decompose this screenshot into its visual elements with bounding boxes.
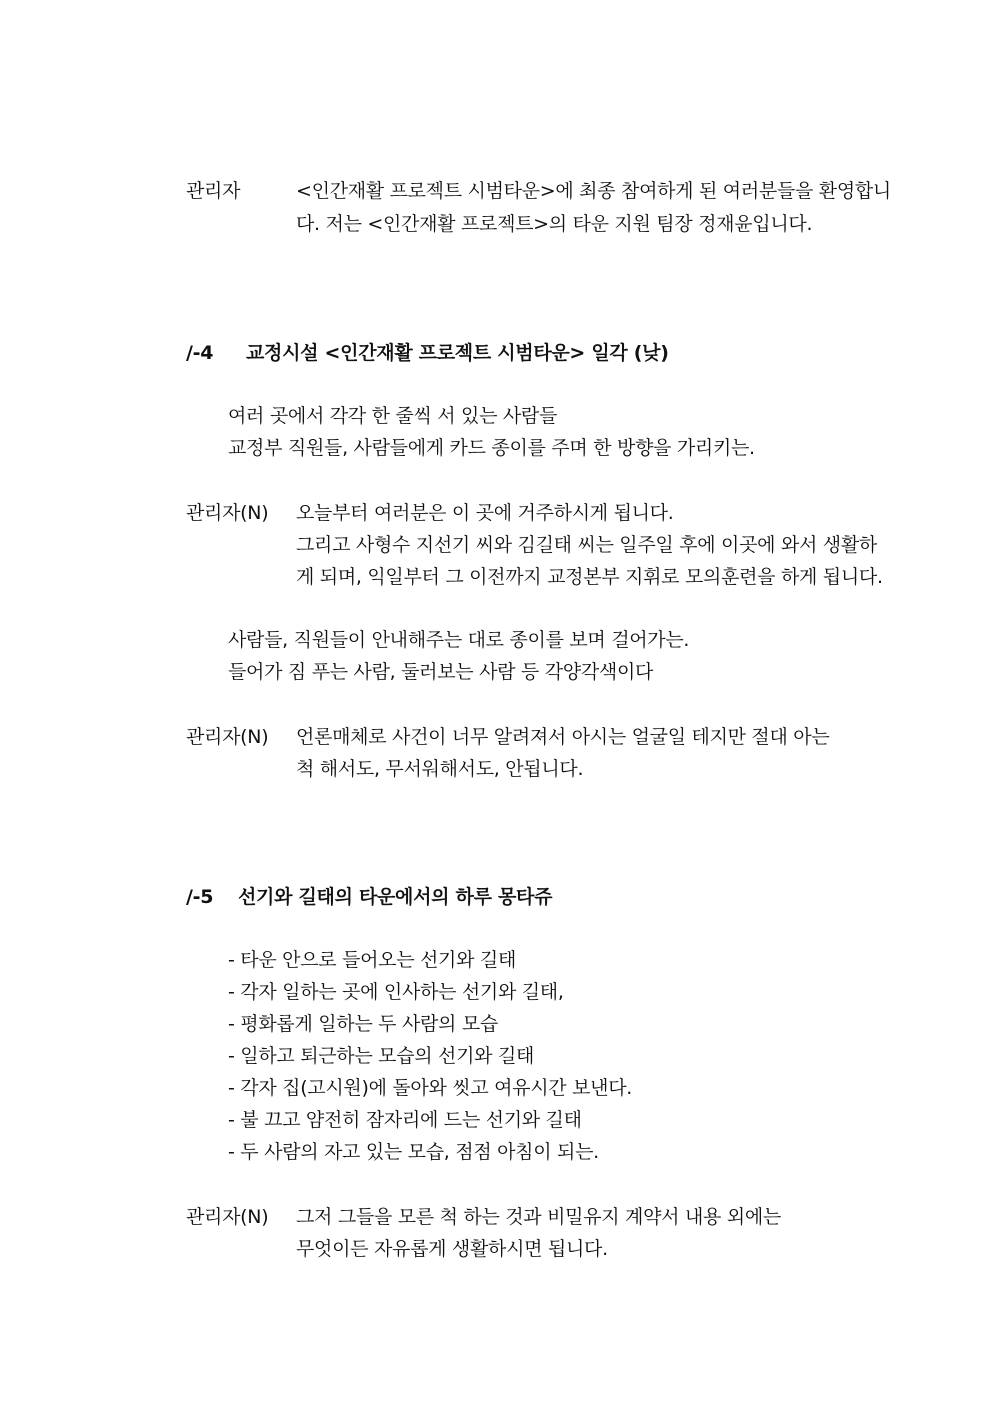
scene-heading: 교정시설 <인간재활 프로젝트 시범타운> 일각 (낮) (246, 342, 669, 364)
montage-item: - 타운 안으로 들어오는 선기와 길태 (228, 949, 517, 971)
montage-item: - 각자 집(고시원)에 돌아와 씻고 여유시간 보낸다. (228, 1077, 632, 1099)
speaker-label: 관리자(N) (186, 726, 269, 748)
action-line: 들어가 짐 푸는 사람, 둘러보는 사람 등 각양각색이다 (228, 661, 654, 683)
dialogue-line: 게 되며, 익일부터 그 이전까지 교정본부 지휘로 모의훈련을 하게 됩니다. (296, 566, 883, 588)
dialogue-line: 그저 그들을 모른 척 하는 것과 비밀유지 계약서 내용 외에는 (296, 1206, 781, 1228)
speaker-label: 관리자(N) (186, 502, 269, 524)
dialogue-line: 오늘부터 여러분은 이 곳에 거주하시게 됩니다. (296, 502, 674, 524)
scene-number: /-5 (186, 886, 214, 908)
action-line: 교정부 직원들, 사람들에게 카드 종이를 주며 한 방향을 가리키는. (228, 437, 755, 459)
action-line: 사람들, 직원들이 안내해주는 대로 종이를 보며 걸어가는. (228, 629, 690, 651)
dialogue-line: 척 해서도, 무서워해서도, 안됩니다. (296, 758, 584, 780)
speaker-label: 관리자 (186, 180, 241, 202)
dialogue-line: 다. 저는 <인간재활 프로젝트>의 타운 지원 팀장 정재윤입니다. (296, 213, 813, 235)
scene-number: /-4 (186, 342, 214, 364)
dialogue-line: <인간재활 프로젝트 시범타운>에 최종 참여하게 된 여러분들을 환영합니 (296, 180, 891, 202)
montage-item: - 일하고 퇴근하는 모습의 선기와 길태 (228, 1045, 535, 1067)
speaker-label: 관리자(N) (186, 1206, 269, 1228)
montage-item: - 두 사람의 자고 있는 모습, 점점 아침이 되는. (228, 1141, 599, 1163)
dialogue-line: 무엇이든 자유롭게 생활하시면 됩니다. (296, 1238, 608, 1260)
montage-item: - 평화롭게 일하는 두 사람의 모습 (228, 1013, 498, 1035)
montage-item: - 불 끄고 얌전히 잠자리에 드는 선기와 길태 (228, 1109, 582, 1131)
scene-heading: 선기와 길태의 타운에서의 하루 몽타쥬 (238, 886, 553, 908)
dialogue-line: 그리고 사형수 지선기 씨와 김길태 씨는 일주일 후에 이곳에 와서 생활하 (296, 534, 877, 556)
dialogue-line: 언론매체로 사건이 너무 알려져서 아시는 얼굴일 테지만 절대 아는 (296, 726, 830, 748)
montage-item: - 각자 일하는 곳에 인사하는 선기와 길태, (228, 981, 564, 1003)
action-line: 여러 곳에서 각각 한 줄씩 서 있는 사람들 (228, 405, 558, 427)
